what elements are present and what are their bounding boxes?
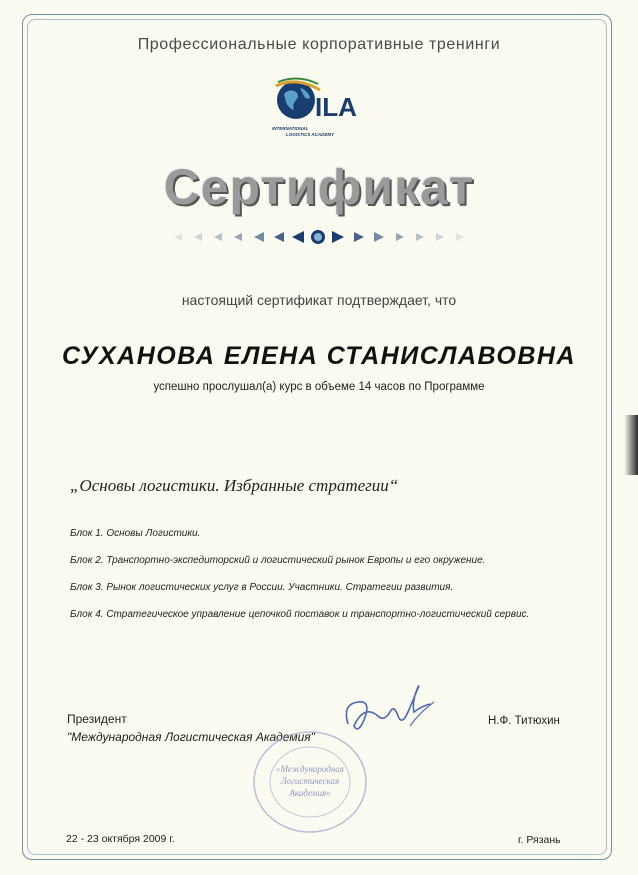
scan-edge-shadow — [624, 415, 638, 475]
round-stamp-icon — [250, 728, 370, 836]
issue-city: г. Рязань — [518, 834, 561, 846]
signatory-name: Н.Ф. Титюхин — [488, 715, 560, 727]
block-item: Блок 4. Стратегическое управление цепочкой поставок и транспортно-логистический сервис. — [70, 609, 530, 620]
block-item: Блок 1. Основы Логистики. — [70, 528, 201, 539]
confirm-text: настоящий сертификат подтверждает, что — [181, 292, 457, 308]
svg-text:Логистическая: Логистическая — [280, 776, 340, 786]
signatory-organization: "Международная Логистическая Академия" — [67, 730, 315, 744]
logo-line-2: LOGISTICS ACADEMY — [286, 132, 335, 137]
logo-line-1: INTERNATIONAL — [272, 126, 309, 131]
signature-icon — [340, 680, 440, 740]
svg-text:Академия»: Академия» — [289, 788, 331, 798]
logo-caption — [272, 126, 372, 138]
header-subtitle: Профессиональные корпоративные тренинги — [137, 36, 501, 53]
course-line: успешно прослушал(а) курс в объеме 14 часов по Программе — [153, 381, 485, 393]
issue-date: 22 - 23 октября 2009 г. — [66, 833, 175, 845]
arrow-ornament — [170, 228, 470, 246]
signatory-role: Президент — [67, 712, 127, 726]
block-item: Блок 3. Рынок логистических услуг в России. Участники. Стратегии развития. — [70, 582, 454, 593]
program-title: „Основы логистики. Избранные стратегии“ — [70, 476, 399, 495]
block-item: Блок 2. Транспортно-экспедиторский и логистический рынок Европы и его окружение. — [70, 555, 486, 566]
svg-text:ILA: ILA — [315, 92, 357, 122]
recipient-name: СУХАНОВА ЕЛЕНА СТАНИСЛАВОВНА — [61, 342, 577, 370]
certificate-title: Сертификат — [163, 159, 475, 215]
svg-text:«Международная: «Международная — [276, 764, 344, 774]
